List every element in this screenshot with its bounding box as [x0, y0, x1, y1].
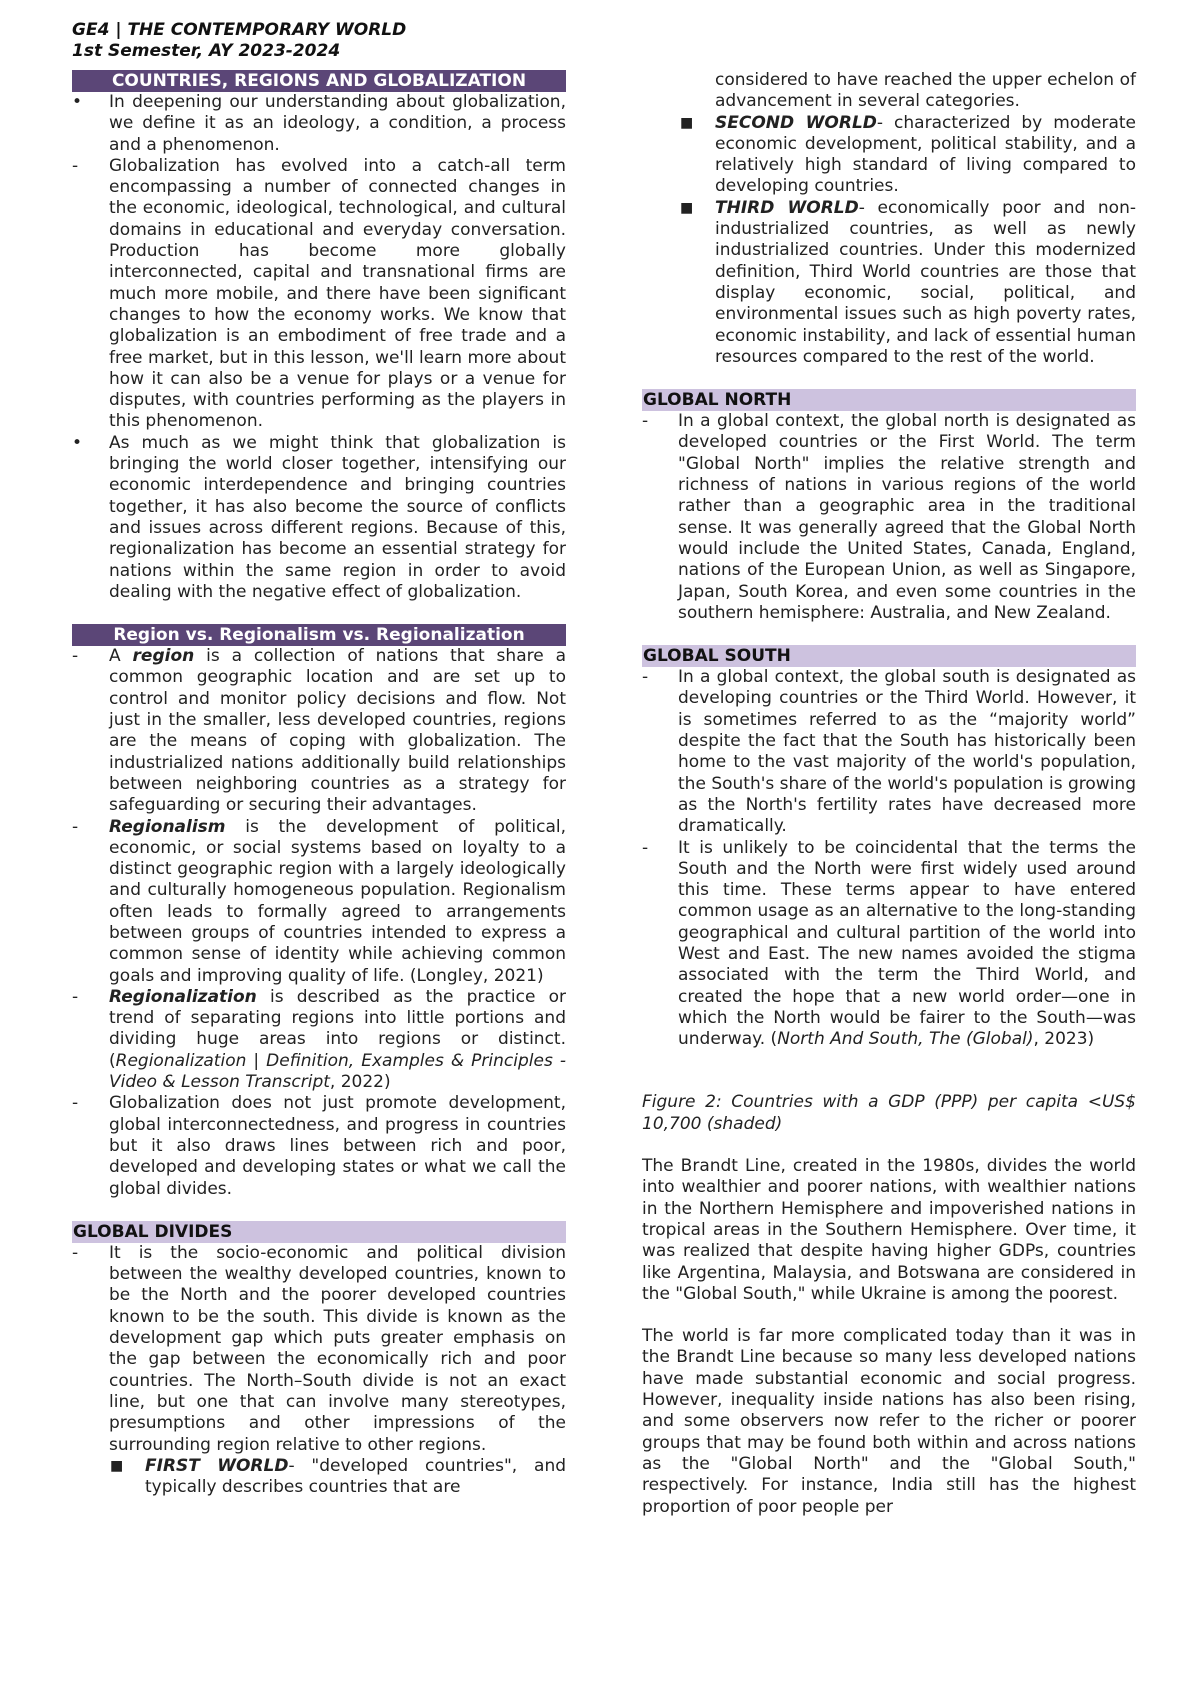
sub-list-item-second-world: ■ SECOND WORLD- characterized by moderate economic development, political stability, and a relatively high standard of living compared to developing countries. [680, 112, 1136, 197]
term-first-world: FIRST WORLD [145, 1455, 289, 1476]
sub-list-item-continuation: considered to have reached the upper echelon of advancement in several categories. [715, 70, 1136, 112]
citation: Regionalization | Definition, Examples & Principles - Video & Lesson Transcript [109, 1050, 566, 1093]
term-region: region [132, 646, 195, 667]
term-second-world: SECOND WORLD [715, 112, 877, 133]
dash-icon: - [72, 155, 79, 176]
section-title-global-divides: GLOBAL DIVIDES [72, 1221, 566, 1243]
list-item-regionalization: - Regionalization is described as the practice or trend of separating regions into little portions and dividing huge areas into regions or distinct. (Regionalization | Definition, Examples & Principles - Video & Lesson Transcript, 2022) [72, 986, 566, 1093]
left-column [72, 70, 566, 1498]
document-header [72, 20, 406, 62]
citation: North And South, The (Global) [777, 1029, 1034, 1050]
sub-list-item-third-world: ■ THIRD WORLD- economically poor and non-industrialized countries, as well as newly industrialized countries. Under this modernized definition, Third World countries are those that display economic, social, political, and environmental issues such as high poverty rates, economic instability, and lack of essential human resources compared to the rest of the world. [680, 197, 1136, 367]
dash-icon: - [642, 411, 649, 432]
term-third-world: THIRD WORLD [715, 197, 859, 218]
bullet-icon: • [72, 92, 83, 112]
dash-icon: - [642, 667, 649, 688]
dash-icon: - [72, 986, 79, 1007]
list-item: - It is the socio-economic and political division between the wealthy developed countries, known to be the North and the poorer developed countries known to be the south. This divide is known as the development gap which puts greater emphasis on the gap between the economically rich and poor countries. The North–South divide is not an exact line, but one that can involve many stereotypes, presumptions and other impressions of the surrounding region relative to other regions. [72, 1242, 566, 1455]
paragraph-world-complexity: The world is far more complicated today than it was in the Brandt Line because so many less developed nations have made substantial economic and social progress. However, inequality inside nations has also been rising, and some observers now refer to the richer or poorer groups that may be found both within and across nations as the "Global North" and the "Global South," respectively. For instance, India still has the highest proportion of poor people per [642, 1326, 1136, 1517]
term-regionalization: Regionalization [109, 986, 257, 1007]
course-title: GE4 | THE CONTEMPORARY WORLD [72, 20, 407, 40]
sub-list-item-first-world: ■ FIRST WORLD- "developed countries", and typically describes countries that are [110, 1455, 567, 1498]
term-regionalism: Regionalism [109, 816, 226, 837]
square-bullet-icon: ■ [680, 199, 694, 216]
list-item: • In deepening our understanding about globalization, we define it as an ideology, a condition, a process and a phenomenon. [72, 92, 566, 155]
section-title-region-comparison: Region vs. Regionalism vs. Regionalization [72, 624, 566, 646]
square-bullet-icon: ■ [680, 114, 694, 131]
figure-caption: Figure 2: Countries with a GDP (PPP) per capita <US$ 10,700 (shaded) [642, 1092, 1136, 1134]
list-item: - It is unlikely to be coincidental that the terms the South and the North were first widely used around this time. These terms appear to have entered common usage as an alternative to the long-standing geographical and cultural partition of the world into West and East. The new names avoided the stigma associated with the term the Third World, and created the hope that a new world order—one in which the North would be fairer to the South—was underway. (North And South, The (Global), 2023) [642, 837, 1136, 1050]
right-column [642, 70, 1136, 1518]
dash-icon: - [72, 816, 79, 837]
semester-label: 1st Semester, AY 2023-2024 [72, 41, 341, 61]
list-item: - Globalization does not just promote development, global interconnectedness, and progress in countries but it also draws lines between rich and poor, developed and developing states or what we call the global divides. [72, 1093, 566, 1199]
section-title-global-north: GLOBAL NORTH [642, 389, 1136, 411]
list-item-region: - A region is a collection of nations that share a common geographic location and are set up to control and monitor policy decisions and flow. Not just in the smaller, less developed countries, regions are the means of coping with globalization. The industrialized nations additionally build relationships between neighboring countries as a strategy for safeguarding or securing their advantages. [72, 646, 566, 816]
list-item: - Globalization has evolved into a catch-all term encompassing a number of connected changes in the economic, ideological, technological, and cultural domains in educational and everyday conversation. Production has become more globally interconnected, capital and transnational firms are much more mobile, and there have been significant changes to how the economy works. We know that globalization is an embodiment of free trade and a free market, but in this lesson, we'll learn more about how it can also be a venue for plays or a venue for disputes, with countries performing as the players in this phenomenon. [72, 155, 566, 432]
paragraph-brandt-line: The Brandt Line, created in the 1980s, divides the world into wealthier and poorer nations, with wealthier nations in the Northern Hemisphere and impoverished nations in tropical areas in the Southern Hemisphere. Over time, it was realized that despite having higher GDPs, countries like Argentina, Malaysia, and Botswana are considered in the "Global South," while Ukraine is among the poorest. [642, 1156, 1136, 1304]
section-title-countries-regions: COUNTRIES, REGIONS AND GLOBALIZATION [72, 70, 566, 92]
list-item: - In a global context, the global north is designated as developed countries or the First World. The term "Global North" implies the relative strength and richness of nations in various regions of the world rather than a geographic area in the traditional sense. It was generally agreed that the Global North would include the United States, Canada, England, nations of the European Union, as well as Singapore, Japan, South Korea, and even some countries in the southern hemisphere: Australia, and New Zealand. [642, 411, 1136, 623]
square-bullet-icon: ■ [110, 1457, 124, 1474]
bullet-icon: • [72, 432, 83, 453]
dash-icon: - [72, 1242, 79, 1263]
list-item: • As much as we might think that globalization is bringing the world closer together, intensifying our economic interdependence and bringing countries together, it has also become the source of conflicts and issues across different regions. Because of this, regionalization has become an essential strategy for nations within the same region in order to avoid dealing with the negative effect of globalization. [72, 432, 566, 602]
list-item-regionalism: - Regionalism is the development of political, economic, or social systems based on loyalty to a distinct geographic region with a largely ideologically and culturally homogeneous population. Regionalism often leads to formally agreed to arrangements between groups of countries intended to express a common sense of identity while achieving common goals and improving quality of life. (Longley, 2021) [72, 816, 566, 986]
dash-icon: - [642, 837, 649, 858]
section-title-global-south: GLOBAL SOUTH [642, 645, 1136, 667]
dash-icon: - [72, 1093, 79, 1114]
list-item: - In a global context, the global south is designated as developing countries or the Third World. However, it is sometimes referred to as the “majority world” despite the fact that the South has historically been home to the vast majority of the world's population, the South's share of the world's population is growing as the North's fertility rates have decreased more dramatically. [642, 667, 1136, 837]
dash-icon: - [72, 646, 79, 667]
